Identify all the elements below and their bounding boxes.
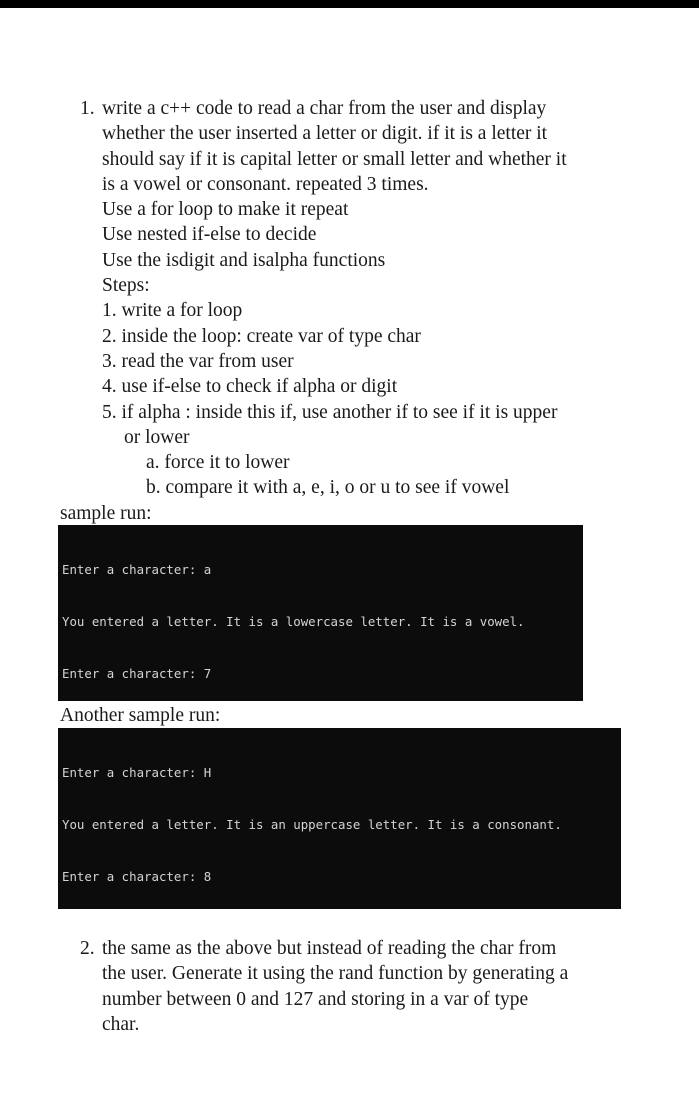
steps-heading: Steps: [102, 275, 150, 297]
question-2-line: number between 0 and 127 and storing in a var of type [102, 988, 529, 1010]
question-1-line: should say if it is capital letter or small letter and whether it [102, 148, 567, 170]
question-1-line: Use nested if-else to decide [102, 224, 317, 246]
question-2-line: the user. Generate it using the rand function by generating a [102, 963, 569, 985]
substep-item: b. compare it with a, e, i, o or u to see if vowel [146, 477, 510, 499]
console-line: You entered a letter. It is an uppercase letter. It is a consonant. [62, 817, 562, 833]
question-1-line: Use a for loop to make it repeat [102, 199, 349, 221]
step-item: 1. write a for loop [102, 300, 243, 322]
question-1-number: 1. [80, 98, 95, 119]
console-output-2 [58, 728, 621, 909]
step-item: 2. inside the loop: create var of type char [102, 325, 421, 347]
step-item: 4. use if-else to check if alpha or digit [102, 376, 398, 398]
step-item: 3. read the var from user [102, 350, 294, 372]
top-border [0, 0, 699, 8]
question-2-number: 2. [80, 938, 95, 959]
console-line: Enter a character: 7 [62, 666, 212, 682]
step-item: 5. if alpha : inside this if, use another if to see if it is upper [102, 401, 558, 423]
question-1-line: is a vowel or consonant. repeated 3 times. [102, 173, 429, 195]
console-line: Enter a character: a [62, 561, 212, 577]
console-line: You entered a letter. It is a lowercase letter. It is a vowel. [62, 614, 525, 630]
question-1-line: whether the user inserted a letter or digit. if it is a letter it [102, 123, 548, 145]
another-sample-run-label: Another sample run: [60, 705, 221, 726]
question-1-line: Use the isdigit and isalpha functions [102, 249, 386, 271]
sample-run-label: sample run: [60, 503, 152, 524]
question-2-body [102, 936, 568, 1037]
question-2-line: char. [102, 1013, 140, 1035]
question-2-line: the same as the above but instead of reading the char from [102, 938, 557, 959]
step-item-continuation: or lower [124, 426, 190, 448]
console-line: Enter a character: H [62, 764, 212, 780]
question-1-body [102, 96, 567, 501]
console-output-1 [58, 525, 583, 701]
substep-item: a. force it to lower [146, 452, 290, 474]
question-1-line: write a c++ code to read a char from the user and display [102, 98, 547, 119]
console-line: Enter a character: 8 [62, 869, 212, 885]
